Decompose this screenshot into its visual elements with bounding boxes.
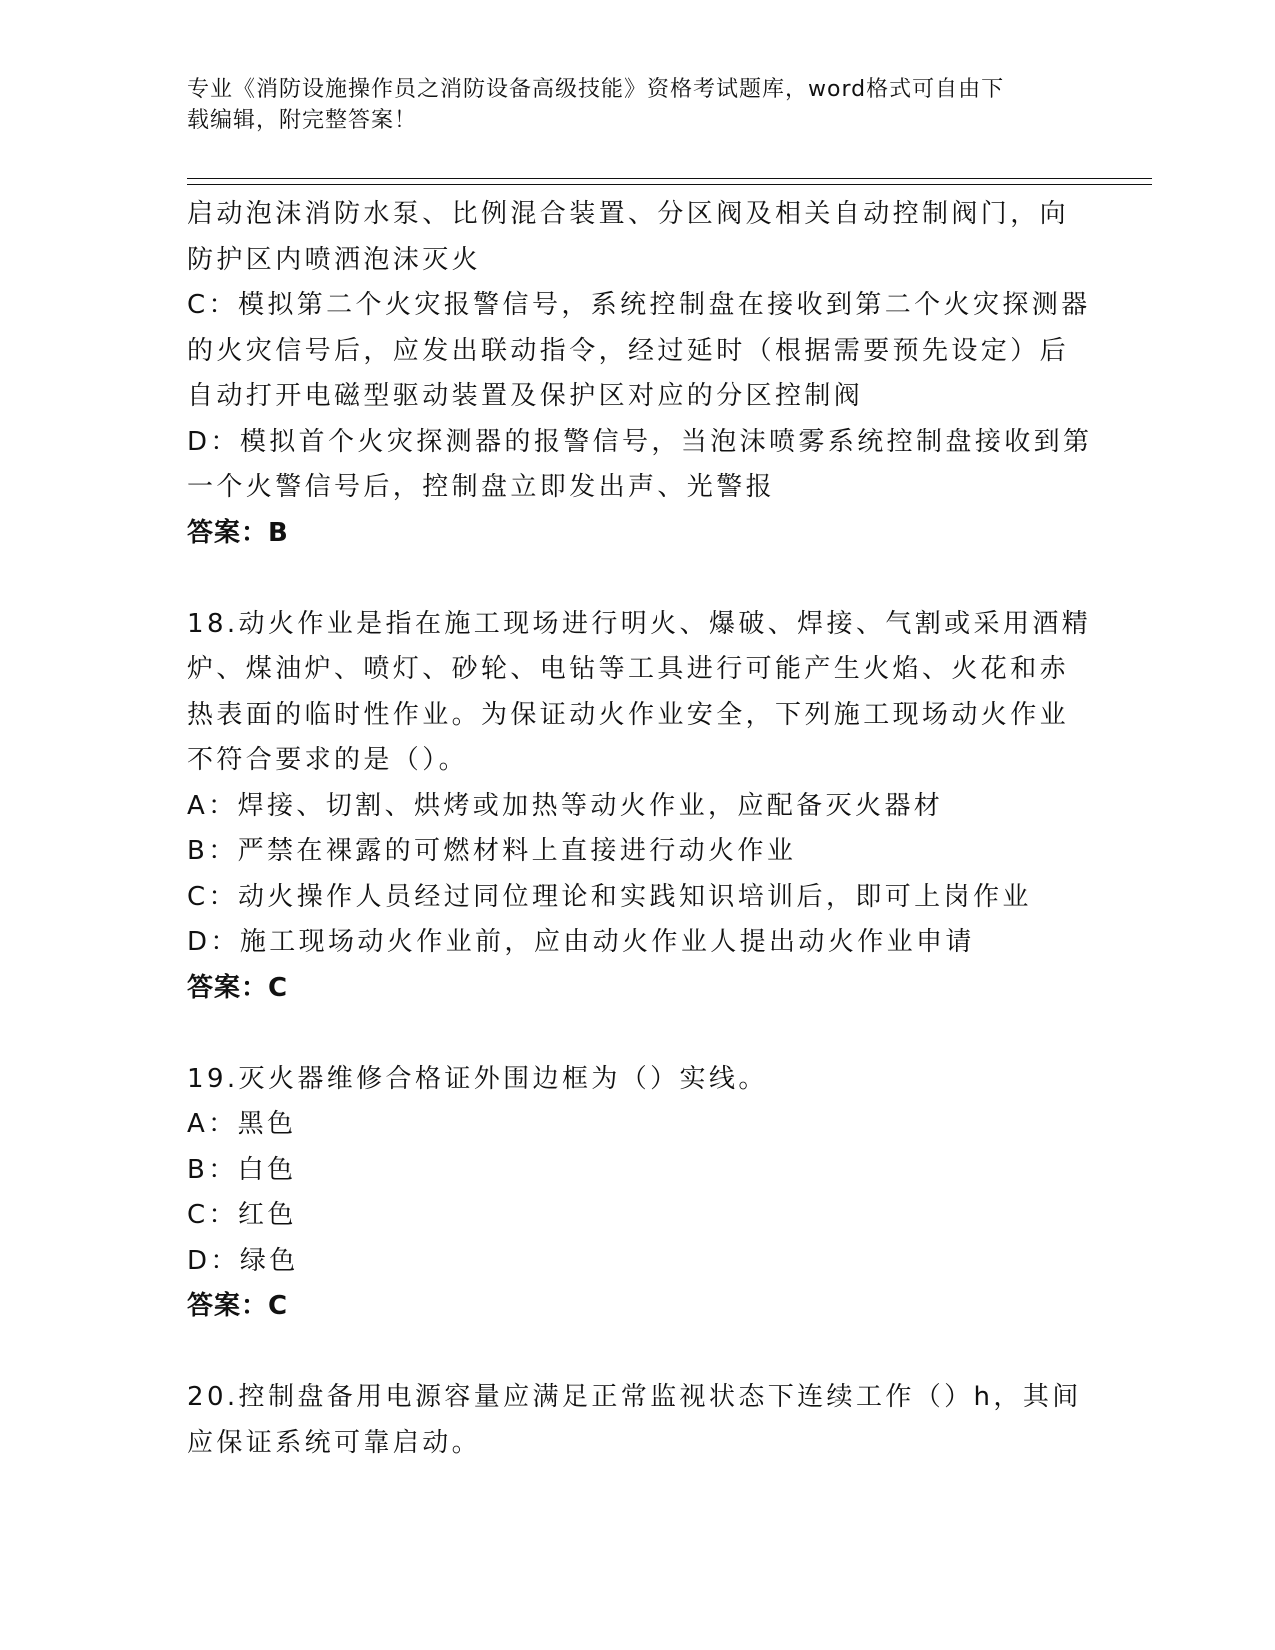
option-d: D：绿色: [187, 1245, 299, 1276]
option-d: D：模拟首个火灾探测器的报警信号，当泡沫喷雾系统控制盘接收到第: [187, 426, 1093, 457]
answer-label: 答案：C: [187, 972, 289, 1003]
question-stem-line: 不符合要求的是（）。: [187, 745, 469, 775]
answer-label: 答案：B: [187, 517, 289, 548]
spacer: [187, 1330, 1087, 1376]
question-19: [187, 1057, 1087, 1330]
question-stem-line: 19.灭火器维修合格证外围边框为（）实线。: [187, 1063, 768, 1094]
page-header: [187, 74, 1067, 136]
spacer: [187, 1011, 1087, 1057]
option-a: A：黑色: [187, 1109, 297, 1139]
option-c-line-3: 自动打开电磁型驱动装置及保护区对应的分区控制阀: [187, 381, 864, 411]
option-a: A：焊接、切割、烘烤或加热等动火作业，应配备灭火器材: [187, 790, 944, 821]
spacer: [187, 556, 1087, 602]
option-d: D：施工现场动火作业前，应由动火作业人提出动火作业申请: [187, 927, 975, 957]
document-body: [187, 192, 1093, 1466]
header-line-1: 专业《消防设施操作员之消防设备高级技能》资格考试题库，word格式可自由下: [187, 77, 1005, 102]
option-c-line-2: 的火灾信号后，应发出联动指令，经过延时（根据需要预先设定）后: [187, 335, 1070, 366]
question-text-line: 启动泡沫消防水泵、比例混合装置、分区阀及相关自动控制阀门，向: [187, 199, 1070, 229]
question-17-continuation: [187, 192, 1093, 556]
question-stem-line: 20.控制盘备用电源容量应满足正常监视状态下连续工作（）h，其间: [187, 1382, 1082, 1412]
option-c: C：模拟第二个火灾报警信号，系统控制盘在接收到第二个火灾探测器: [187, 290, 1091, 320]
header-line-2: 载编辑，附完整答案！: [187, 108, 418, 133]
question-stem-line: 18.动火作业是指在施工现场进行明火、爆破、焊接、气割或采用酒精: [187, 608, 1092, 639]
header-divider-top: [187, 178, 1152, 179]
option-c: C：动火操作人员经过同位理论和实践知识培训后，即可上岗作业: [187, 881, 1032, 912]
option-b: B：白色: [187, 1154, 297, 1185]
option-b: B：严禁在裸露的可燃材料上直接进行动火作业: [187, 836, 797, 866]
answer-label: 答案：C: [187, 1291, 289, 1321]
question-18: [187, 602, 1092, 1012]
header-divider-bottom: [187, 184, 1152, 185]
question-20: [187, 1375, 1087, 1466]
option-d-line-2: 一个火警信号后，控制盘立即发出声、光警报: [187, 472, 776, 502]
question-text-line: 防护区内喷洒泡沫灭火: [187, 244, 482, 275]
question-stem-line: 炉、煤油炉、喷灯、砂轮、电钻等工具进行可能产生火焰、火花和赤: [187, 654, 1070, 684]
question-stem-line: 热表面的临时性作业。为保证动火作业安全，下列施工现场动火作业: [187, 699, 1070, 730]
question-stem-line: 应保证系统可靠启动。: [187, 1427, 482, 1458]
option-c: C：红色: [187, 1200, 297, 1230]
